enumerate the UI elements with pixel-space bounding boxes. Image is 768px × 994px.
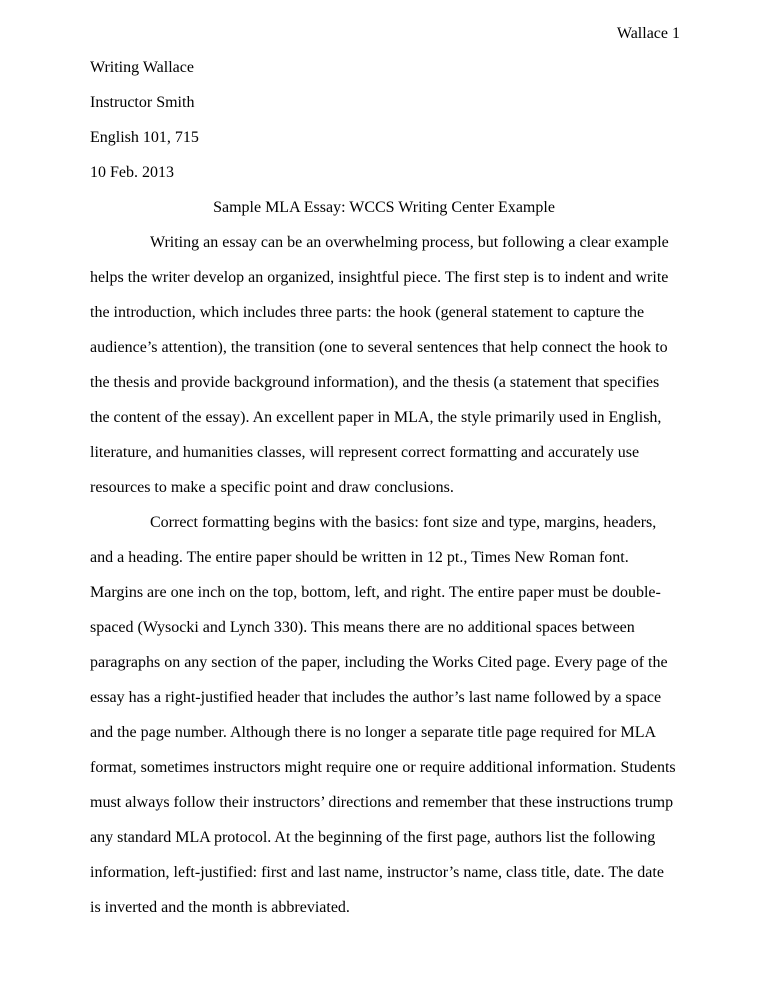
essay-body [90,50,678,925]
author-name: Writing Wallace [90,59,194,76]
essay-title: Sample MLA Essay: WCCS Writing Center Example [213,199,555,216]
instructor-name: Instructor Smith [90,94,195,111]
essay-date: 10 Feb. 2013 [90,164,174,181]
paragraph-2: Correct formatting begins with the basics: font size and type, margins, headers, and a heading. The entire paper should be written in 12 pt., Times New Roman font. Margins are one inch on the top, bottom, left, and right. The entire paper must be double-spaced (Wysocki and Lynch 330). This means there are no additional spaces between paragraphs on any section of the paper, including the Works Cited page. Every page of the essay has a right-justified header that includes the author’s last name followed by a space and the page number. Although there is no longer a separate title page required for MLA format, sometimes instructors might require one or require additional information. Students must always follow their instructors’ directions and remember that these instructions trump any standard MLA protocol. At the beginning of the first page, authors list the following information, left-justified: first and last name, instructor’s name, class title, date. The date is inverted and the month is abbreviated. [90,514,676,916]
running-header: Wallace 1 [616,25,680,42]
course-title: English 101, 715 [90,129,199,146]
paragraph-1: Writing an essay can be an overwhelming process, but following a clear example helps the writer develop an organized, insightful piece. The first step is to indent and write the introduction, which includes three parts: the hook (general statement to capture the audience’s attention), the transition (one to several sentences that help connect the hook to the thesis and provide background information), and the thesis (a statement that specifies the content of the essay). An excellent paper in MLA, the style primarily used in English, literature, and humanities classes, will represent correct formatting and accurately use resources to make a specific point and draw conclusions. [90,234,669,496]
